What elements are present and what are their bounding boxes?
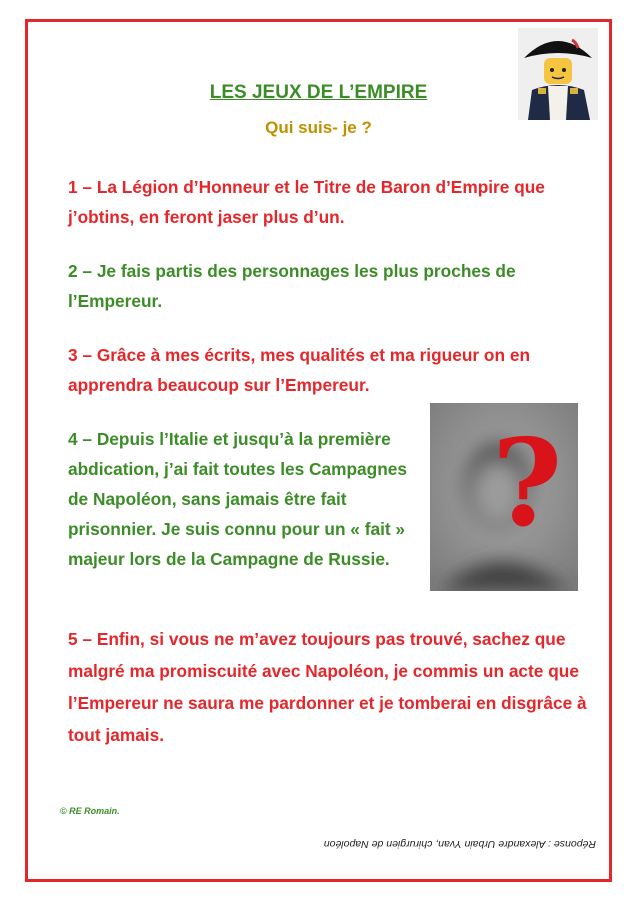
clue-1: 1 – La Légion d’Honneur et le Titre de Baron d’Empire que j’obtins, en feront jaser plus d’un. — [68, 177, 545, 227]
clue-2: 2 – Je fais partis des personnages les plus proches de l’Empereur. — [68, 261, 516, 311]
mystery-portrait-image — [430, 403, 578, 591]
mystery-portrait-icon — [430, 403, 578, 591]
answer-upside-down: Réponse : Alexandre Urbain Yvan, chirurgien de Napoléon — [323, 838, 596, 850]
page-title: LES JEUX DE L’EMPIRE — [209, 82, 428, 103]
lego-napoleon-image — [518, 28, 598, 120]
lego-napoleon-icon — [518, 28, 598, 120]
clue-3: 3 – Grâce à mes écrits, mes qualités et ma rigueur on en apprendra beaucoup sur l’Empereur. — [68, 345, 530, 395]
question-mark-symbol: ? — [492, 413, 563, 554]
clue-5: 5 – Enfin, si vous ne m’avez toujours pas trouvé, sachez que malgré ma promiscuité avec Napoléon, je commis un acte que l’Empereur ne saura me pardonner et je tomberai en disgrâce à tout jamais. — [68, 629, 587, 745]
clue-4: 4 – Depuis l’Italie et jusqu’à la première abdication, j’ai fait toutes les Campagnes de Napoléon, sans jamais être fait prisonnier. Je suis connu pour un « fait » majeur lors de la Campagne de Russie. — [68, 429, 407, 569]
copyright: © RE Romain. — [60, 806, 120, 816]
page-subtitle: Qui suis- je ? — [265, 118, 372, 137]
